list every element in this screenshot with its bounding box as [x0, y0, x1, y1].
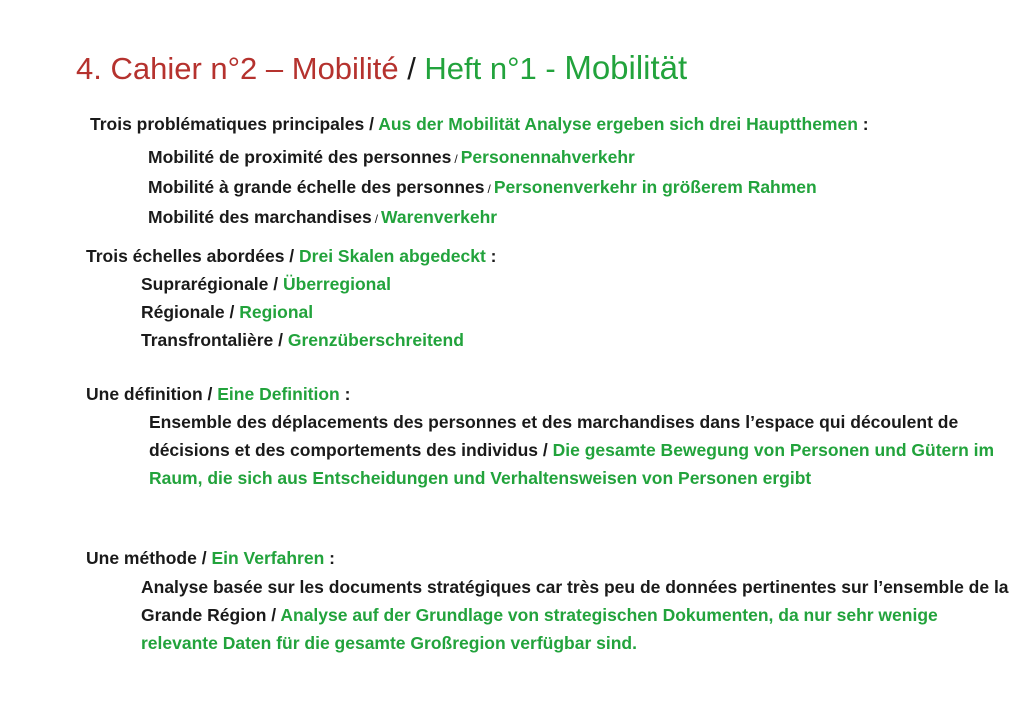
- list-item-fr: Mobilité des marchandises: [148, 207, 372, 227]
- list-item-fr: Mobilité de proximité des personnes: [148, 147, 452, 167]
- problematiques-heading-sep: /: [364, 114, 379, 134]
- list-item: [148, 203, 817, 233]
- methode-text: [141, 573, 1009, 657]
- list-item: [141, 326, 464, 354]
- echelles-list: [141, 270, 464, 354]
- list-item-de: Regional: [239, 302, 314, 322]
- page-title: [76, 42, 687, 95]
- definition-text-sep: /: [538, 440, 553, 460]
- list-item: [148, 173, 817, 203]
- list-item-fr: Transfrontalière: [141, 330, 274, 350]
- list-item-de: Personennahverkehr: [460, 147, 635, 167]
- list-item-sep: /: [487, 182, 491, 196]
- definition-text: [149, 408, 1009, 492]
- list-item-de: Grenzüberschreitend: [287, 330, 464, 350]
- list-item-de: Personenverkehr in größerem Rahmen: [493, 177, 817, 197]
- methode-heading-colon: :: [324, 548, 335, 568]
- definition-heading-de: Eine Definition: [217, 384, 340, 404]
- list-item-sep: /: [273, 330, 288, 350]
- definition-heading-sep: /: [202, 384, 218, 404]
- title-de-main: Mobilität: [564, 49, 688, 86]
- methode-text-fr: Analyse basée sur les documents stratégiques car très peu de données pertinentes sur l’ensemble de la Grande Région: [141, 577, 1009, 625]
- title-fr: 4. Cahier n°2 – Mobilité: [76, 51, 399, 86]
- methode-text-de: Analyse auf der Grundlage von strategischen Dokumenten, da nur sehr wenige relevante Daten für die gesamte Großregion verfügbar sind.: [141, 605, 938, 653]
- methode-text-sep: /: [266, 605, 281, 625]
- list-item: [148, 143, 817, 173]
- list-item-fr: Régionale: [141, 302, 225, 322]
- list-item-sep: /: [374, 212, 379, 226]
- definition-text-fr: Ensemble des déplacements des personnes et des marchandises dans l’espace qui découlent de décisions et des comportements des individus: [149, 412, 959, 460]
- problematiques-heading: [90, 110, 869, 138]
- methode-heading-de: Ein Verfahren: [211, 548, 325, 568]
- list-item-sep: /: [224, 302, 240, 322]
- echelles-heading: [86, 242, 496, 270]
- problematiques-list: [148, 143, 817, 233]
- definition-heading-fr: Une définition: [86, 384, 203, 404]
- methode-heading-sep: /: [196, 548, 212, 568]
- list-item: [141, 270, 464, 298]
- list-item-de: Überregional: [283, 274, 391, 294]
- echelles-heading-sep: /: [284, 246, 300, 266]
- problematiques-heading-colon: :: [857, 114, 869, 134]
- title-de-prefix: Heft n°1 -: [424, 51, 565, 86]
- problematiques-heading-fr: Trois problématiques principales: [90, 114, 365, 134]
- list-item-sep: /: [268, 274, 283, 294]
- list-item-fr: Mobilité à grande échelle des personnes: [148, 177, 485, 197]
- definition-text-de: Die gesamte Bewegung von Personen und Gütern im Raum, die sich aus Entscheidungen und Verhaltensweisen von Personen ergibt: [149, 440, 995, 488]
- methode-heading: [86, 544, 335, 572]
- list-item: [141, 298, 464, 326]
- list-item-sep: /: [454, 152, 458, 166]
- list-item-de: Warenverkehr: [381, 207, 498, 227]
- title-separator: /: [398, 51, 425, 86]
- problematiques-heading-de: Aus der Mobilität Analyse ergeben sich drei Hauptthemen: [378, 114, 858, 134]
- methode-heading-fr: Une méthode: [86, 548, 197, 568]
- definition-heading-colon: :: [339, 384, 351, 404]
- echelles-heading-colon: :: [485, 246, 497, 266]
- echelles-heading-fr: Trois échelles abordées: [86, 246, 285, 266]
- echelles-heading-de: Drei Skalen abgedeckt: [299, 246, 486, 266]
- list-item-fr: Suprarégionale: [141, 274, 269, 294]
- definition-heading: [86, 380, 350, 408]
